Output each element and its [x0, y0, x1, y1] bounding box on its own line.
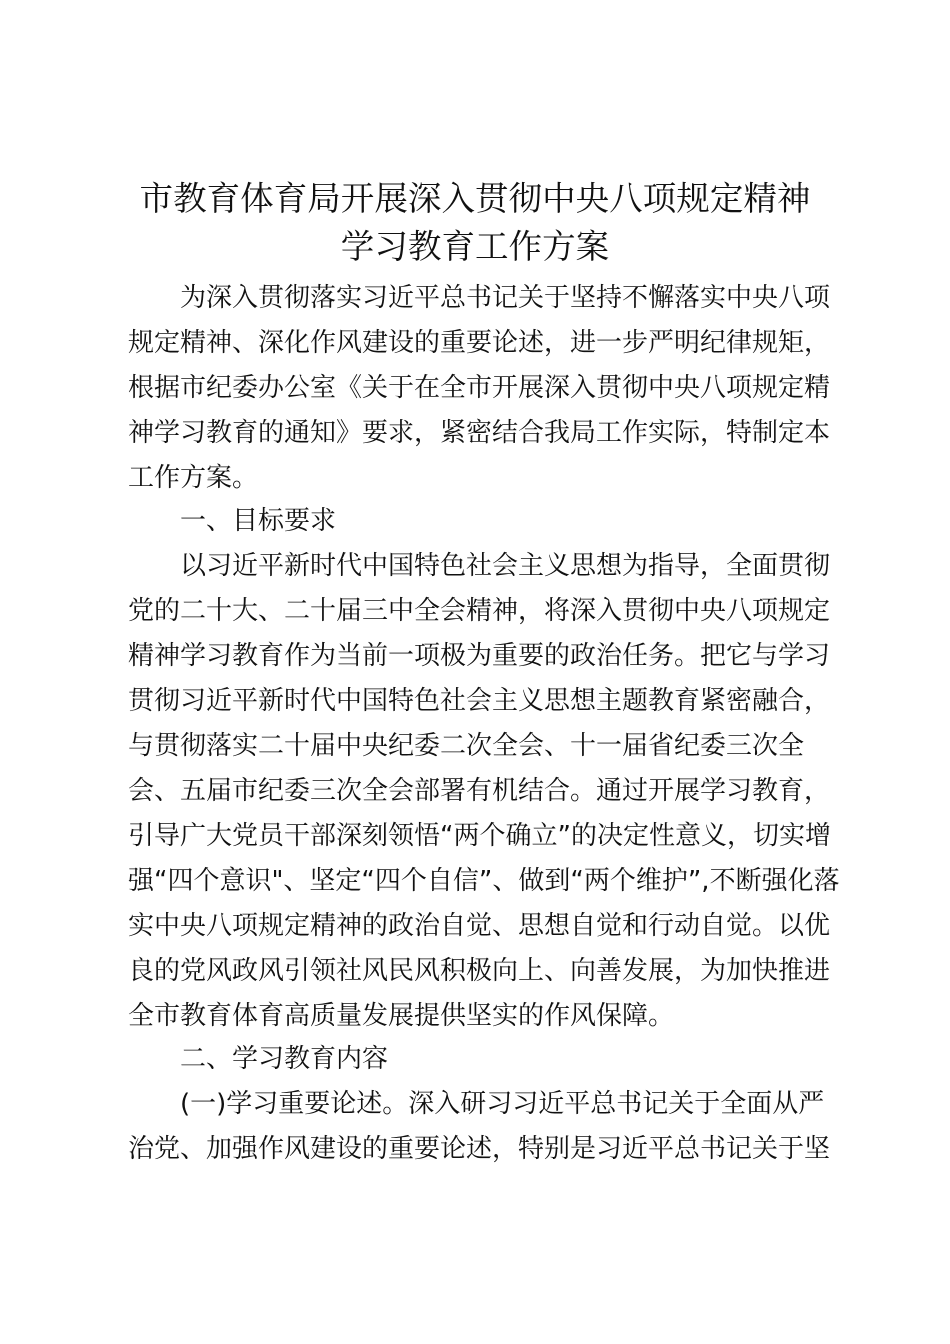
section-1-paragraph-line: 实中央八项规定精神的政治自觉、思想自觉和行动自觉。以优	[128, 911, 831, 941]
section-1-paragraph-line: 贯彻习近平新时代中国特色社会主义思想主题教育紧密融合，	[128, 686, 831, 716]
section-1-paragraph-line: 强“四个意识"、坚定“四个自信”、做到“两个维护”,不断强化落	[128, 866, 840, 896]
section-1-paragraph-line: 党的二十大、二十届三中全会精神，将深入贯彻中央八项规定	[128, 596, 831, 626]
intro-paragraph-line: 规定精神、深化作风建设的重要论述，进一步严明纪律规矩，	[128, 328, 831, 358]
section-1-paragraph-line: 与贯彻落实二十届中央纪委二次全会、十一届省纪委三次全	[128, 731, 805, 761]
section-1-paragraph-line: 精神学习教育作为当前一项极为重要的政治任务。把它与学习	[128, 641, 831, 671]
section-2-paragraph-line: 治党、加强作风建设的重要论述，特别是习近平总书记关于坚	[128, 1134, 831, 1164]
intro-paragraph-line: 神学习教育的通知》要求，紧密结合我局工作实际，特制定本	[128, 418, 831, 448]
section-1-paragraph-line: 全市教育体育高质量发展提供坚实的作风保障。	[128, 1001, 675, 1031]
intro-paragraph-line: 工作方案。	[128, 463, 259, 493]
section-1-paragraph-line: 以习近平新时代中国特色社会主义思想为指导，全面贯彻	[180, 551, 831, 581]
section-2-paragraph-line: (一)学习重要论述。深入研习习近平总书记关于全面从严	[180, 1089, 825, 1119]
section-2-heading: 二、学习教育内容	[180, 1044, 389, 1074]
section-1-paragraph-line: 良的党风政风引领社风民风积极向上、向善发展，为加快推进	[128, 956, 831, 986]
document-title-line-2: 学习教育工作方案	[340, 227, 610, 266]
intro-paragraph-line: 根据市纪委办公室《关于在全市开展深入贯彻中央八项规定精	[128, 373, 831, 403]
section-1-heading: 一、目标要求	[180, 506, 337, 536]
document-title-line-1: 市教育体育局开展深入贯彻中央八项规定精神	[139, 179, 811, 218]
intro-paragraph-line: 为深入贯彻落实习近平总书记关于坚持不懈落实中央八项	[180, 283, 831, 313]
section-1-paragraph-line: 引导广大党员干部深刻领悟“两个确立”的决定性意义，切实增	[128, 821, 831, 851]
section-1-paragraph-line: 会、五届市纪委三次全会部署有机结合。通过开展学习教育，	[128, 776, 831, 806]
